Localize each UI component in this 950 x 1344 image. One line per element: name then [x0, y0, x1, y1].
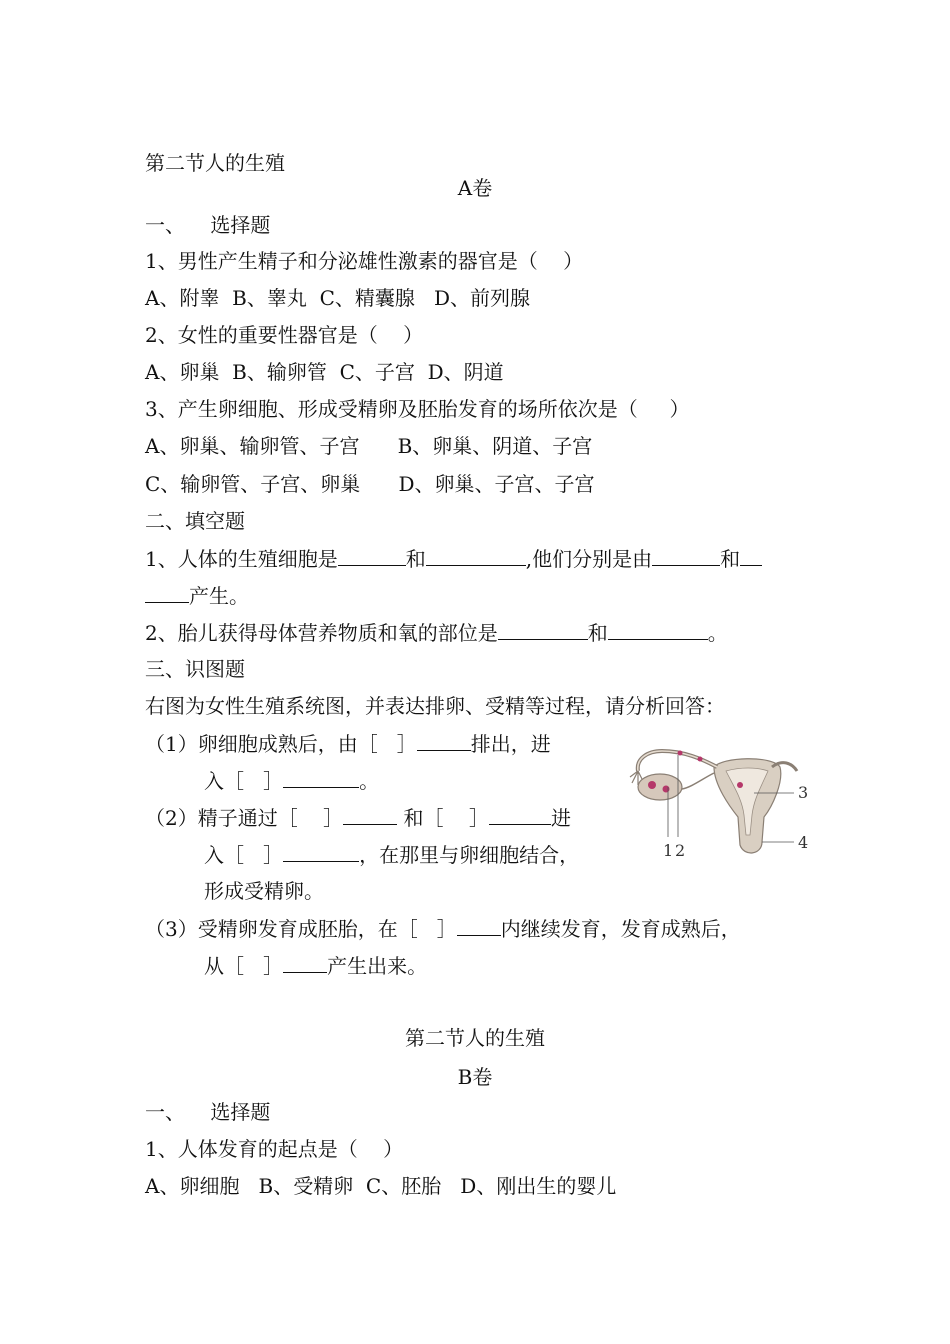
figure-q2-line3: 形成受精卵。 [204, 879, 324, 903]
heading-figure: 三、识图题 [145, 657, 245, 681]
options-a3-line2: C、输卵管、子宫、卵巢 D、卵巢、子宫、子宫 [145, 472, 595, 496]
fill2-text-a: 2、胎儿获得母体营养物质和氧的部位是 [145, 621, 498, 645]
embryo [737, 782, 743, 788]
blank [145, 582, 189, 603]
blank [338, 545, 406, 566]
p2-text-d: 入［ ］ [204, 843, 284, 867]
figure-q1-line1 [145, 730, 551, 757]
figure-q3-line2 [204, 952, 427, 979]
p1-text-a: （1）卵细胞成熟后，由［ ］ [145, 732, 417, 756]
options-a2: A、卵巢 B、输卵管 C、子宫 D、阴道 [145, 360, 504, 384]
figure-q3-line1 [145, 915, 741, 942]
p2-text-c: 进 [550, 806, 571, 830]
ovary [638, 774, 682, 800]
blank [343, 804, 397, 825]
female-reproductive-system-figure [622, 737, 822, 872]
fill1-text-a: 1、人体的生殖细胞是 [145, 547, 338, 571]
p3-text-b: 内继续发育，发育成熟后， [500, 917, 741, 941]
egg-cell [648, 781, 656, 789]
p2-text-a: （2）精子通过［ ］ [145, 806, 344, 830]
heading-choice-a: 一、 选择题 [145, 213, 271, 237]
p1-text-c: 入［ ］ [204, 769, 284, 793]
fill1-text-c: ,他们分别是由 [525, 547, 653, 571]
figure-label-4: 4 [798, 833, 809, 852]
question-a2: 2、女性的重要性器官是（ ） [145, 323, 424, 347]
blank [498, 619, 588, 640]
blank [283, 841, 359, 862]
p3-text-c: 从［ ］ [204, 954, 284, 978]
fill-question-2 [145, 619, 728, 646]
p2-text-e: ，在那里与卵细胞结合， [359, 843, 580, 867]
options-a1: A、附睾 B、睾丸 C、精囊腺 D、前列腺 [145, 286, 530, 310]
fill1-text-b: 和 [405, 547, 426, 571]
fill-question-1-cont [145, 582, 249, 609]
figure-label-3: 3 [798, 783, 809, 802]
fill-question-1 [145, 545, 762, 572]
p2-text-b: 和［ ］ [397, 806, 489, 830]
p3-text-a: （3）受精卵发育成胚胎，在［ ］ [145, 917, 457, 941]
fill1-text-e: 产生。 [189, 584, 249, 608]
section-a-juan: A卷 [457, 176, 493, 200]
blank [489, 804, 551, 825]
fill1-text-d: 和 [720, 547, 741, 571]
blank [652, 545, 720, 566]
blank [608, 619, 708, 640]
egg-cell [698, 757, 703, 762]
blank [417, 730, 471, 751]
figure-intro: 右图为女性生殖系统图，并表达排卵、受精等过程，请分析回答： [145, 694, 725, 718]
options-b1: A、卵细胞 B、受精卵 C、胚胎 D、刚出生的婴儿 [145, 1174, 617, 1198]
p1-text-b: 排出，进 [470, 732, 551, 756]
figure-q2-line2 [204, 841, 579, 868]
options-a3-line1: A、卵巢、输卵管、子宫 B、卵巢、阴道、子宫 [145, 434, 593, 458]
figure-q1-line2 [204, 767, 379, 794]
figure-label-1: 1 [663, 841, 674, 860]
blank [426, 545, 526, 566]
fill2-text-b: 和 [587, 621, 608, 645]
heading-fill: 二、填空题 [145, 509, 245, 533]
blank [740, 545, 762, 566]
blank [283, 767, 359, 788]
section-a-title: 第二节人的生殖 [145, 151, 285, 175]
p1-text-d: 。 [359, 769, 380, 793]
fill2-text-c: 。 [707, 621, 728, 645]
egg-cell [678, 751, 683, 756]
figure-q2-line1 [145, 804, 571, 831]
egg-cell [663, 786, 670, 793]
ovarian-ligament [682, 773, 714, 789]
question-a3: 3、产生卵细胞、形成受精卵及胚胎发育的场所依次是（ ） [145, 397, 690, 421]
section-b-juan: B卷 [457, 1065, 493, 1089]
section-b-title: 第二节人的生殖 [405, 1026, 545, 1050]
figure-label-2: 2 [675, 841, 686, 860]
question-b1: 1、人体发育的起点是（ ） [145, 1137, 404, 1161]
heading-choice-b: 一、 选择题 [145, 1100, 271, 1124]
blank [283, 952, 327, 973]
p3-text-d: 产生出来。 [327, 954, 428, 978]
question-a1: 1、男性产生精子和分泌雄性激素的器官是（ ） [145, 249, 584, 273]
blank [457, 915, 501, 936]
